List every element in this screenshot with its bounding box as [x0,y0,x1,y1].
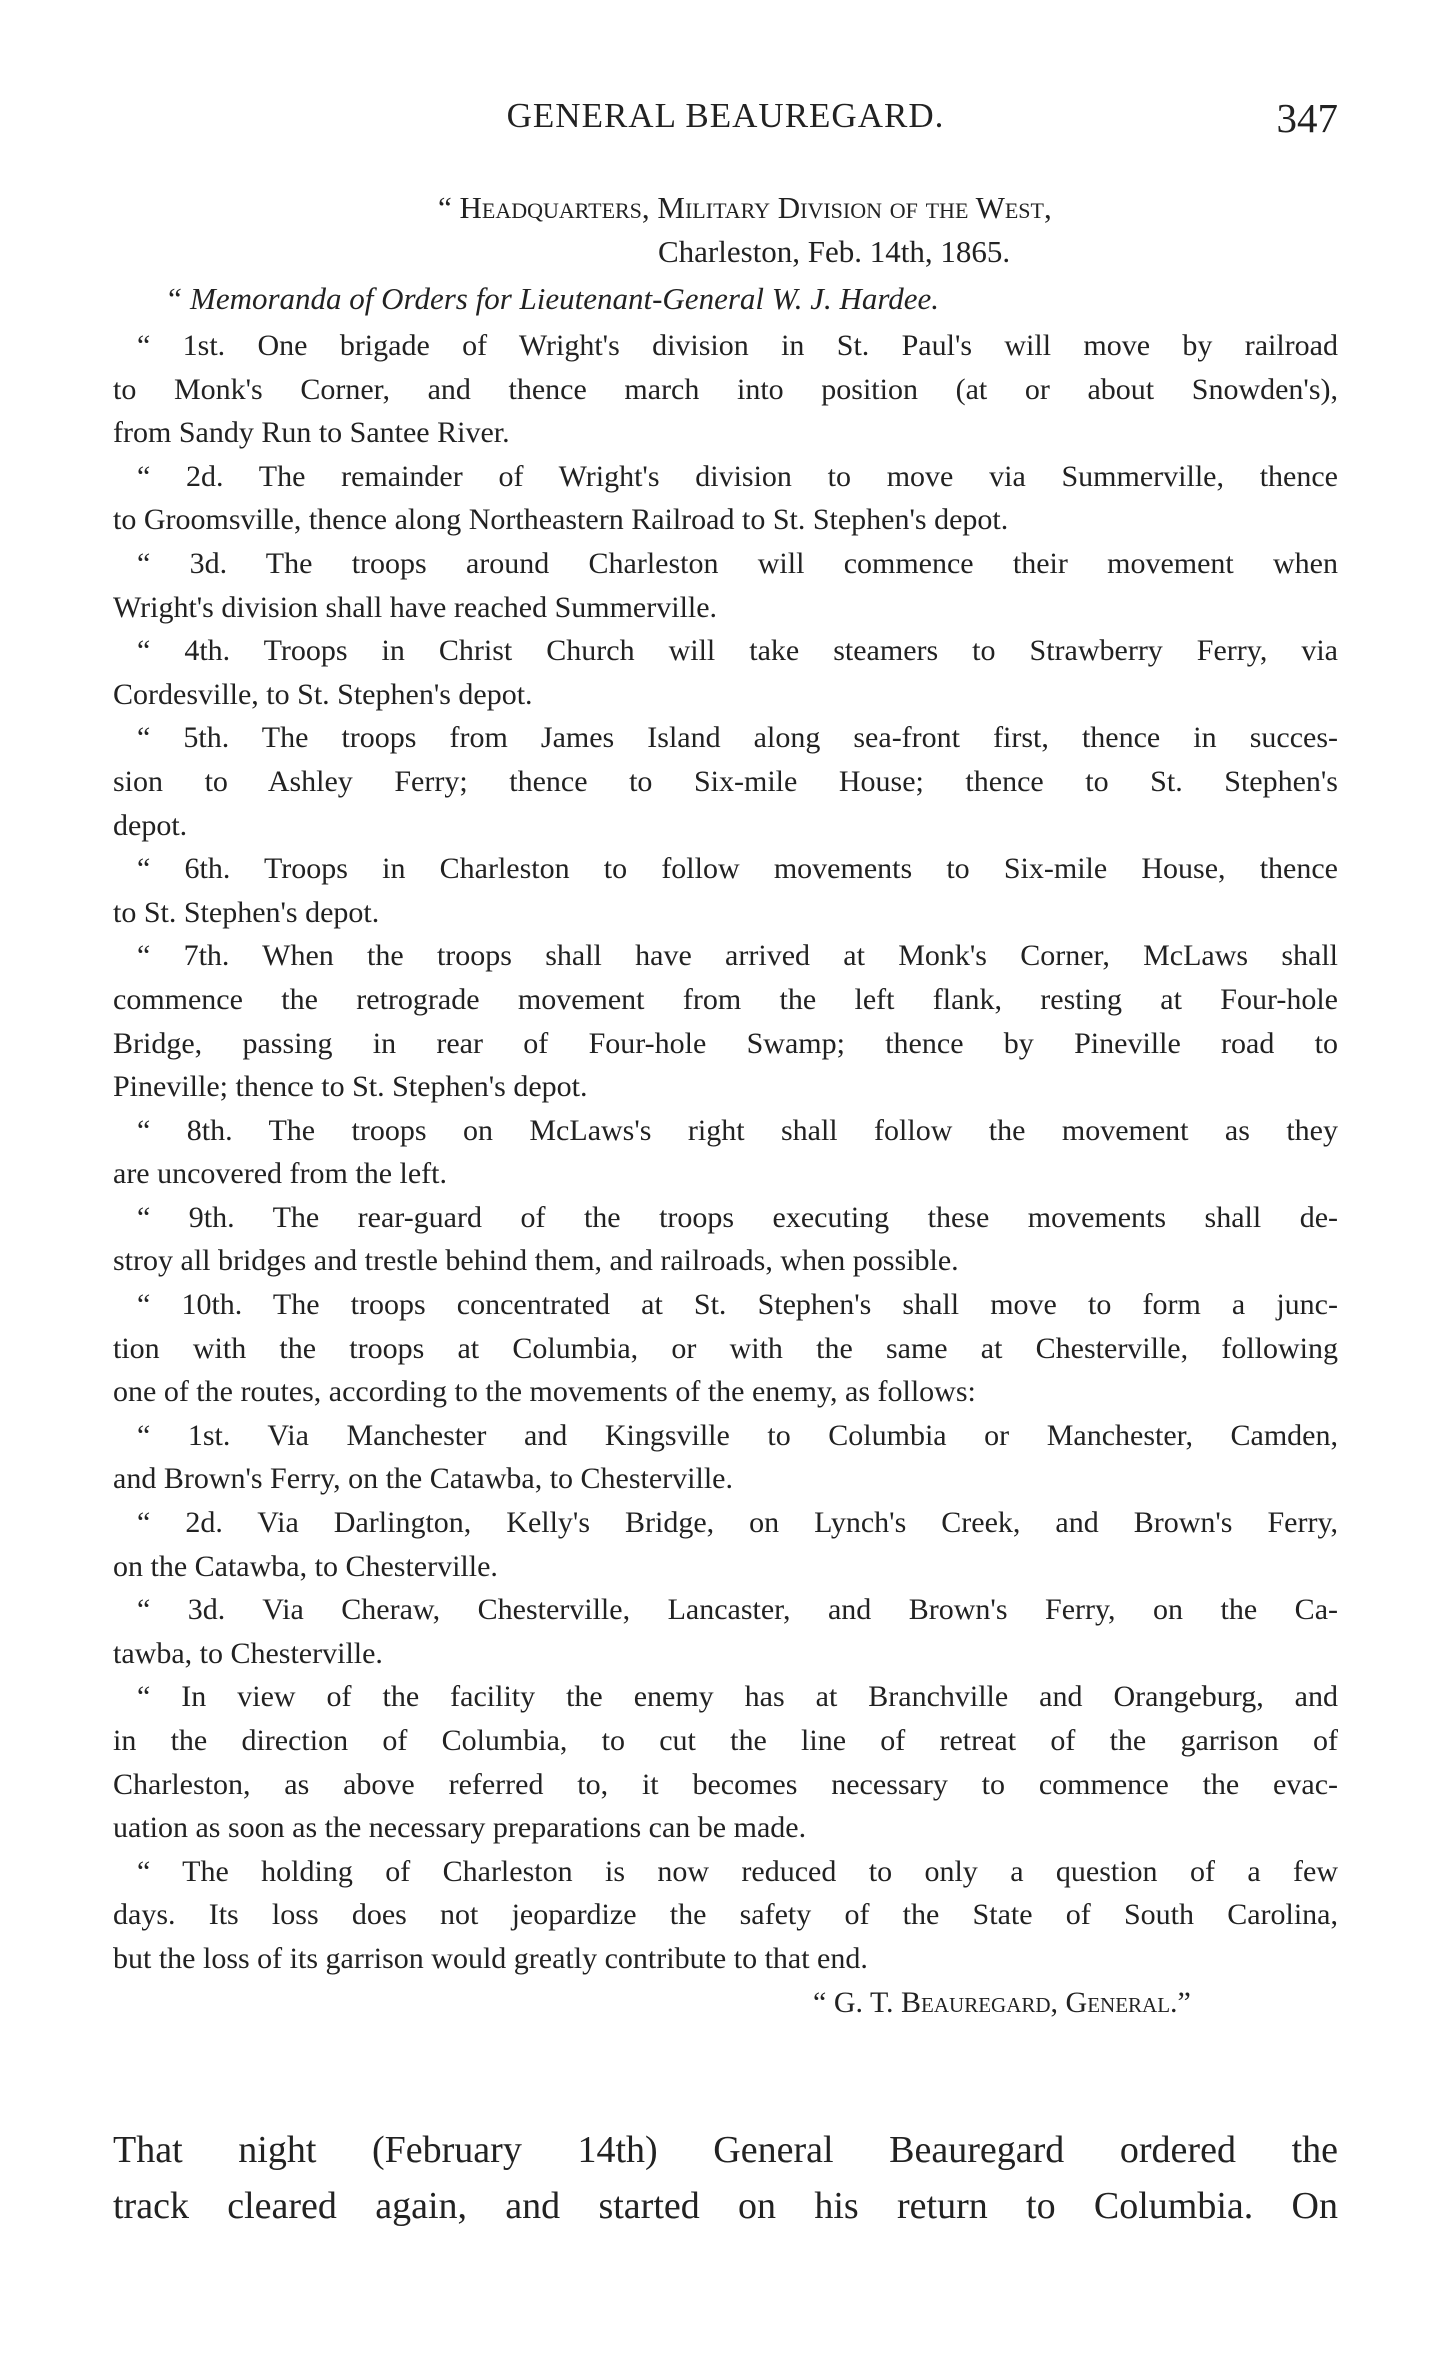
headquarters-line: “ Headquarters, Military Division of the West, [438,190,1052,225]
memo-line: tawba, to Chesterville. [113,1636,383,1670]
memo-line: “ 2d. The remainder of Wright's division to move via Summerville, thence [137,459,1338,493]
memo-line: “ 1st. One brigade of Wright's division in St. Paul's will move by railroad [137,329,1338,362]
memo-line: to Monk's Corner, and thence march into position (at or about Snowden's), [113,372,1338,406]
memo-line: and Brown's Ferry, on the Catawba, to Chesterville. [113,1462,733,1496]
memo-line: “ 3d. Via Cheraw, Chesterville, Lancaster, and Brown's Ferry, on the Ca- [137,1593,1338,1627]
memo-line: to Groomsville, thence along Northeastern Railroad to St. Stephen's depot. [113,503,1009,537]
memo-line: “ 4th. Troops in Christ Church will take steamers to Strawberry Ferry, via [137,634,1338,668]
memo-line: “ The holding of Charleston is now reduced to only a question of a few [137,1854,1338,1888]
memo-line: “ 1st. Via Manchester and Kingsville to Columbia or Manchester, Camden, [137,1418,1338,1452]
memo-line: in the direction of Columbia, to cut the line of retreat of the garrison of [113,1724,1338,1757]
memo-line: tion with the troops at Columbia, or with the same at Chesterville, following [113,1331,1338,1365]
memo-line: sion to Ashley Ferry; thence to Six-mile House; thence to St. Stephen's [113,764,1338,798]
memo-line: are uncovered from the left. [113,1157,447,1191]
page-number: 347 [1276,95,1338,141]
memo-line: but the loss of its garrison would greatly contribute to that end. [113,1941,868,1975]
memo-line: uation as soon as the necessary preparations can be made. [113,1811,807,1845]
memo-line: to St. Stephen's depot. [113,895,380,929]
memoranda-title: “ Memoranda of Orders for Lieutenant-General W. J. Hardee. [165,281,940,316]
running-title: GENERAL BEAUREGARD. [506,96,945,135]
memo-line: Wright's division shall have reached Summerville. [113,590,718,624]
memo-line: stroy all bridges and trestle behind them, and railroads, when possible. [113,1244,959,1278]
memo-line: on the Catawba, to Chesterville. [113,1549,498,1583]
memo-line: Bridge, passing in rear of Four-hole Swamp; thence by Pineville road to [113,1026,1338,1060]
memo-line: “ 5th. The troops from James Island along sea-front first, thence in succes- [137,721,1338,755]
memorandum [113,186,1338,2024]
signature-line: “ G. T. Beauregard, General.” [813,1985,1191,2019]
narrative-line: track cleared again, and started on his return to Columbia. On [113,2185,1338,2227]
narrative-paragraph [113,2122,1338,2234]
memo-line: from Sandy Run to Santee River. [113,416,510,450]
memo-line: “ 8th. The troops on McLaws's right shall follow the movement as they [137,1113,1338,1147]
memo-line: “ 7th. When the troops shall have arrived at Monk's Corner, McLaws shall [137,939,1338,973]
memo-line: “ In view of the facility the enemy has at Branchville and Orangeburg, and [137,1680,1338,1714]
memo-line: “ 9th. The rear-guard of the troops executing these movements shall de- [137,1200,1338,1234]
memo-line: Pineville; thence to St. Stephen's depot. [113,1070,588,1104]
memo-line: one of the routes, according to the movements of the enemy, as follows: [113,1375,976,1409]
memo-line: depot. [113,808,188,842]
memo-line: Cordesville, to St. Stephen's depot. [113,677,533,711]
place-date-line: Charleston, Feb. 14th, 1865. [658,234,1011,269]
memo-body [113,324,1338,1981]
memo-line: “ 2d. Via Darlington, Kelly's Bridge, on Lynch's Creek, and Brown's Ferry, [137,1506,1338,1540]
memo-line: Charleston, as above referred to, it becomes necessary to commence the evac- [113,1767,1338,1801]
memo-line: commence the retrograde movement from the left flank, resting at Four-hole [113,982,1338,1016]
memo-line: “ 3d. The troops around Charleston will commence their movement when [137,546,1338,580]
memo-line: “ 6th. Troops in Charleston to follow movements to Six-mile House, thence [137,852,1338,886]
memo-line: “ 10th. The troops concentrated at St. Stephen's shall move to form a junc- [137,1288,1338,1322]
page-header [113,96,1338,156]
memo-line: days. Its loss does not jeopardize the safety of the State of South Carolina, [113,1898,1338,1932]
narrative-line: That night (February 14th) General Beauregard ordered the [113,2129,1338,2171]
